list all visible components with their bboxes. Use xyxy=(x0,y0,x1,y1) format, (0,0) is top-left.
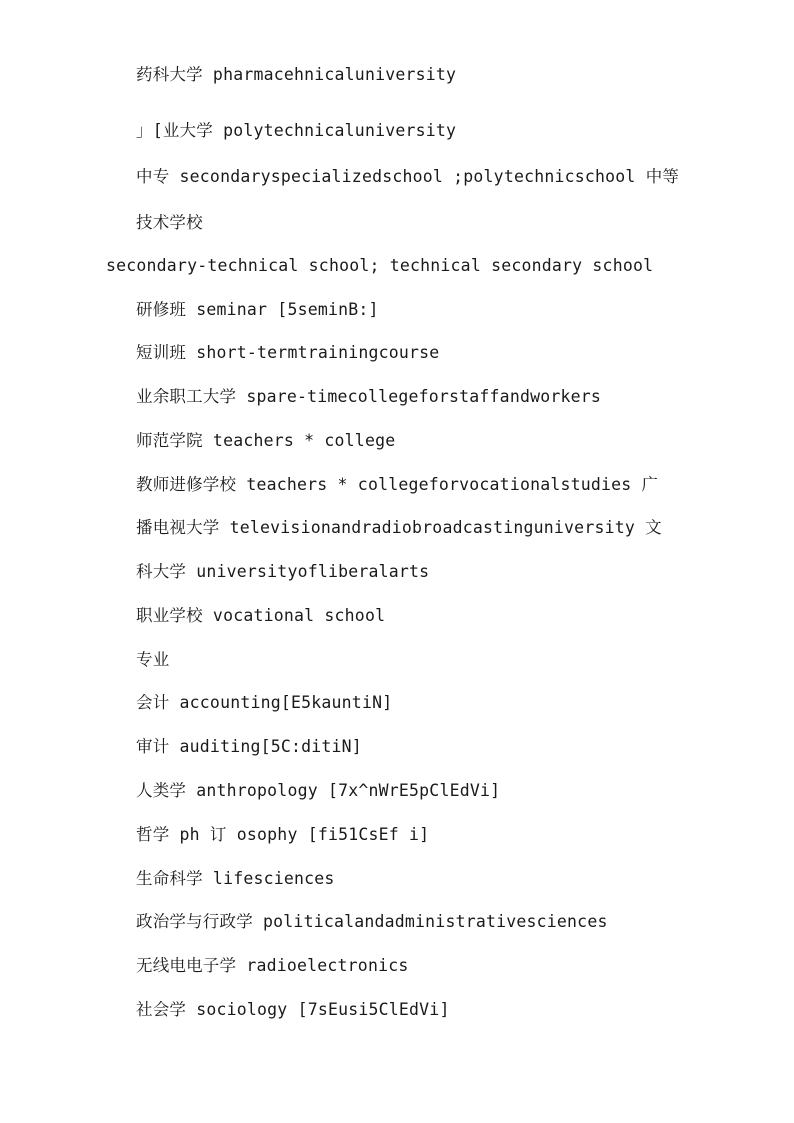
text-line: 业余职工大学 spare-timecollegeforstaffandworkers xyxy=(136,387,602,406)
text-line: 职业学校 vocational school xyxy=(136,606,386,625)
text-line: 播电视大学 televisionandradiobroadcastinguniversity 文 xyxy=(136,518,662,537)
text-line: 无线电电子学 radioelectronics xyxy=(136,956,409,975)
text-line: 短训班 short-termtrainingcourse xyxy=(136,343,440,362)
text-line: 专业 xyxy=(136,650,170,669)
text-line: 哲学 ph 订 osophy [fi51CsEf i] xyxy=(136,825,430,844)
text-line: 生命科学 lifesciences xyxy=(136,869,335,888)
text-line: 科大学 universityofliberalarts xyxy=(136,562,430,581)
text-line: 研修班 seminar [5seminB:] xyxy=(136,300,379,319)
text-line: 会计 accounting[E5kauntiN] xyxy=(136,693,393,712)
text-line: 」[业大学 polytechnicaluniversity xyxy=(136,121,457,140)
text-line: 政治学与行政学 politicalandadministrativesciences xyxy=(136,912,608,931)
text-line: 师范学院 teachers * college xyxy=(136,431,396,450)
text-line: 审计 auditing[5C:ditiN] xyxy=(136,737,362,756)
text-line: 社会学 sociology [7sEusi5ClEdVi] xyxy=(136,1000,450,1019)
text-line: 人类学 anthropology [7x^nWrE5pClEdVi] xyxy=(136,781,501,800)
text-line: 中专 secondaryspecializedschool ;polytechnicschool 中等 xyxy=(136,167,680,186)
text-line: 技术学校 xyxy=(136,213,203,232)
text-line: 教师进修学校 teachers * collegeforvocationalstudies 广 xyxy=(136,475,659,494)
text-line: 药科大学 pharmacehnicaluniversity xyxy=(136,65,457,84)
text-line: secondary-technical school; technical secondary school xyxy=(106,256,654,275)
